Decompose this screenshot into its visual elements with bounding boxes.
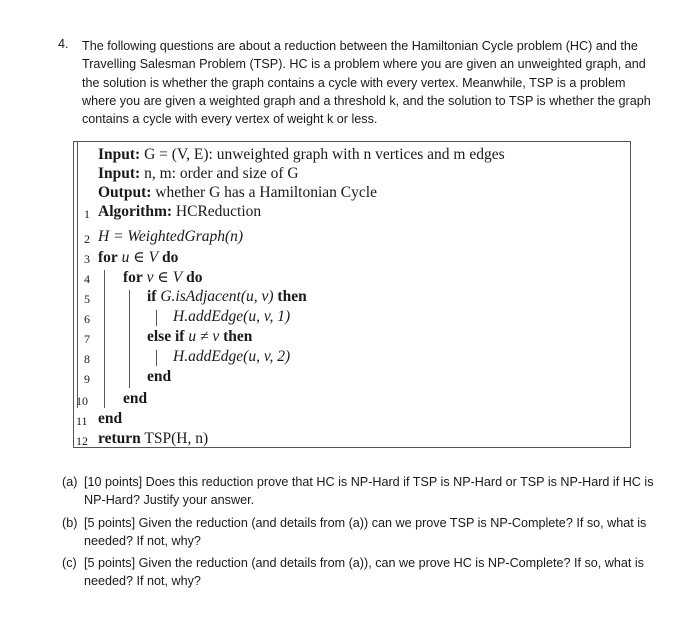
subquestion-line: [5 points] Given the reduction (and details from (a)) can we prove TSP is NP-Complete? If so, what is <box>84 515 647 530</box>
algo-line: H = WeightedGraph(n) <box>98 228 244 245</box>
input-text: n, m: order and size of G <box>144 165 299 182</box>
subquestions <box>62 473 672 595</box>
keyword: do <box>186 269 203 286</box>
input-line-1 <box>98 146 505 164</box>
subquestion-label: (a) <box>62 475 78 489</box>
algo-line <box>98 248 178 267</box>
keyword: do <box>162 249 179 266</box>
algo-line: end <box>123 390 148 407</box>
subquestion-line: NP-Hard? Justify your answer. <box>84 493 255 508</box>
line-number: 12 <box>76 434 88 448</box>
line-number: 2 <box>84 232 90 246</box>
algo-line <box>98 203 261 221</box>
line-number: 9 <box>84 372 90 386</box>
keyword: else if <box>147 328 185 345</box>
keyword: Algorithm: <box>98 203 173 220</box>
algo-line <box>123 268 203 287</box>
question-line: contains a cycle with every vertex of weight k or less. <box>82 112 378 127</box>
output-text: whether G has a Hamiltonian Cycle <box>155 184 377 201</box>
algo-line <box>98 430 208 448</box>
algo-line: end <box>147 368 172 385</box>
subquestion-c <box>62 554 672 591</box>
statement: TSP(H, n) <box>144 430 209 447</box>
subquestion-line: [5 points] Given the reduction (and details from (a)), can we prove HC is NP-Complete? If so, what is <box>84 556 644 571</box>
algo-line: H.addEdge(u, v, 2) <box>173 348 291 365</box>
line-number: 3 <box>84 252 90 266</box>
block-bar <box>156 350 157 366</box>
algo-line: H.addEdge(u, v, 1) <box>173 308 291 325</box>
line-number: 10 <box>76 394 88 408</box>
question-line: Travelling Salesman Problem (TSP). HC is a problem where you are given an unweighted graph, and <box>82 57 646 72</box>
block-bar <box>129 290 130 388</box>
question-line: where you are given a weighted graph and a threshold k, and the solution to TSP is whether the graph <box>82 93 651 108</box>
keyword: if <box>147 288 157 305</box>
statement: G.isAdjacent(u, v) <box>160 288 274 305</box>
line-number: 8 <box>84 352 90 366</box>
statement: HCReduction <box>175 203 262 220</box>
subquestion-line: [10 points] Does this reduction prove that HC is NP-Hard if TSP is NP-Hard or TSP is NP-Hard if HC is <box>84 475 654 489</box>
input-label: Input: <box>98 146 141 163</box>
statement: u ≠ v <box>188 328 220 345</box>
algorithm-box <box>73 141 631 448</box>
subquestion-line: needed? If not, why? <box>84 574 201 589</box>
block-bar <box>104 270 105 408</box>
statement: u ∈ V <box>121 249 159 266</box>
subquestion-line: needed? If not, why? <box>84 533 201 548</box>
subquestion-label: (b) <box>62 515 78 530</box>
question-text <box>82 37 662 128</box>
keyword: then <box>277 288 307 305</box>
input-line-2 <box>98 165 299 183</box>
line-number: 4 <box>84 272 90 286</box>
keyword: for <box>123 269 143 286</box>
algo-line <box>147 328 252 346</box>
line-number: 11 <box>76 414 88 428</box>
subquestion-label: (c) <box>62 556 77 571</box>
statement: v ∈ V <box>146 269 183 286</box>
block-bar <box>77 142 78 408</box>
block-bar <box>156 310 157 326</box>
line-number: 7 <box>84 332 90 346</box>
algo-line: end <box>98 410 123 427</box>
question-line: The following questions are about a reduction between the Hamiltonian Cycle problem (HC) and the <box>82 39 638 53</box>
output-label: Output: <box>98 184 152 201</box>
input-text: G = (V, E): unweighted graph with n vertices and m edges <box>144 146 505 163</box>
question-line: the solution is whether the graph contains a cycle with every vertex. Meanwhile, TSP is a problem <box>82 75 626 90</box>
keyword: for <box>98 249 118 266</box>
question-number: 4. <box>58 37 69 51</box>
algo-line <box>147 288 307 306</box>
line-number: 1 <box>84 207 90 221</box>
keyword: then <box>223 328 253 345</box>
keyword: return <box>98 430 141 447</box>
subquestion-a <box>62 473 672 510</box>
output-line <box>98 184 377 202</box>
input-label: Input: <box>98 165 141 182</box>
subquestion-b <box>62 514 672 551</box>
line-number: 5 <box>84 292 90 306</box>
line-number: 6 <box>84 312 90 326</box>
